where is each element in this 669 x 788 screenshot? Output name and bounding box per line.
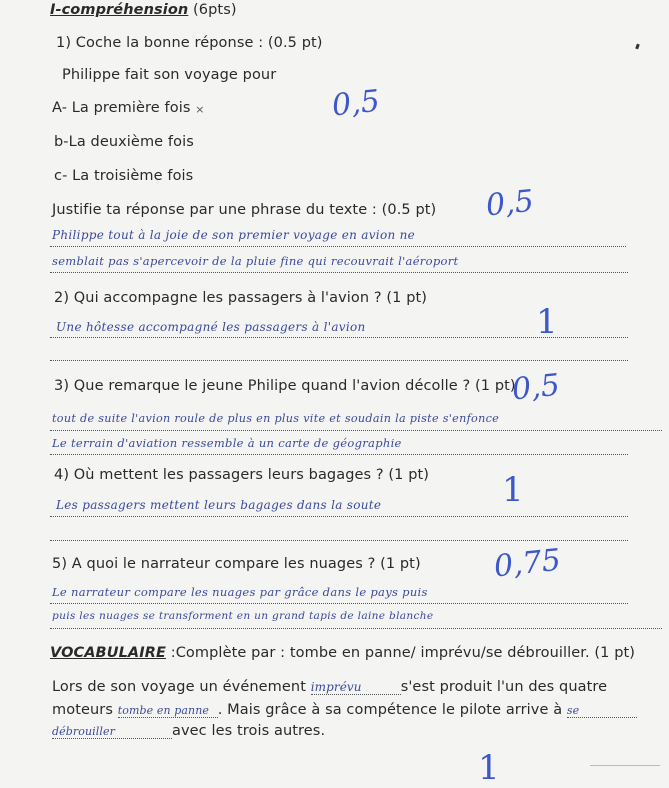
q3-answer-1[interactable]: tout de suite l'avion roule de plus en plus vite et soudain la piste s'enfonce [52, 412, 500, 425]
vocab-instruction: :Complète par : tombe en panne/ imprévu/se débrouiller. (1 pt) [166, 645, 636, 661]
q3-grade: 0,5 [510, 367, 562, 408]
vocab-sentence-1-post: s'est produit l'un des quatre [400, 679, 608, 695]
vocab-blank-1[interactable]: imprévu [311, 680, 401, 695]
q1-answer-line-2 [50, 272, 628, 273]
q1-option-b[interactable]: b-La deuxième fois [54, 134, 194, 150]
vocab-sentence-3-post: avec les trois autres. [172, 723, 326, 739]
vocab-sentence-1-pre: Lors de son voyage un événement [52, 679, 311, 695]
q4-extra-line [50, 540, 628, 541]
q5-answer-line-2 [50, 628, 662, 629]
vocab-sentence-1 [52, 679, 607, 695]
q1-option-a[interactable] [52, 100, 205, 116]
q4-answer-line [50, 516, 628, 517]
vocab-sentence-2-post: . Mais grâce à sa compétence le pilote arrive à [217, 702, 567, 718]
q1-answer-2[interactable]: semblait pas s'apercevoir de la pluie fine qui recouvrait l'aéroport [52, 254, 459, 268]
q1-justify: Justifie ta réponse par une phrase du texte : (0.5 pt) [52, 202, 437, 218]
q3-answer-2[interactable]: Le terrain d'aviation ressemble à un carte de géographie [52, 436, 402, 450]
q5-grade: 0,75 [492, 542, 563, 585]
q3-answer-line-2 [50, 454, 628, 455]
q2-answer[interactable]: Une hôtesse accompagné les passagers à l'avion [56, 320, 366, 334]
q5-answer-line-1 [50, 603, 628, 604]
q4-question: 4) Où mettent les passagers leurs bagages ? (1 pt) [54, 467, 430, 483]
q4-answer[interactable]: Les passagers mettent leurs bagages dans la soute [56, 498, 382, 512]
section-title-label: I-compréhension [50, 2, 189, 18]
stray-line [590, 765, 660, 766]
q1-stem: Philippe fait son voyage pour [62, 67, 277, 83]
q5-answer-1[interactable]: Le narrateur compare les nuages par grâce dans le pays puis [52, 585, 428, 599]
q5-question: 5) A quoi le narrateur compare les nuages ? (1 pt) [52, 556, 421, 572]
vocab-blank-3[interactable]: se [567, 704, 637, 718]
vocab-sentence-3 [52, 723, 325, 739]
q1-answer-line-1 [50, 246, 626, 247]
vocab-heading: VOCABULAIRE [50, 645, 167, 661]
vocab-blank-2[interactable]: tombe en panne [118, 704, 218, 718]
section-title [50, 2, 237, 18]
q2-extra-line [50, 360, 628, 361]
q3-answer-line-1 [50, 430, 662, 431]
vocab-blank-4[interactable]: débrouiller [52, 725, 172, 739]
q2-question: 2) Qui accompagne les passagers à l'avion ? (1 pt) [54, 290, 428, 306]
stray-mark [635, 44, 640, 50]
q1-grade: 0,5 [330, 83, 382, 124]
q3-question: 3) Que remarque le jeune Philipe quand l'avion décolle ? (1 pt) [54, 378, 516, 394]
q1-option-c[interactable]: c- La troisième fois [54, 168, 194, 184]
vocab-heading-line [50, 645, 635, 661]
q4-grade: 1 [502, 470, 524, 510]
section-title-points: (6pts) [188, 2, 237, 18]
q1-question: 1) Coche la bonne réponse : (0.5 pt) [56, 35, 323, 51]
q2-grade: 1 [536, 302, 558, 342]
vocab-sentence-2 [52, 702, 637, 718]
q5-answer-2[interactable]: puis les nuages se transforment en un grand tapis de laine blanche [52, 610, 434, 622]
q1-justify-grade: 0,5 [484, 183, 536, 224]
q1-option-a-label: A- La première fois [52, 100, 191, 116]
vocab-grade: 1 [478, 748, 500, 788]
q1-answer-1[interactable]: Philippe tout à la joie de son premier voyage en avion ne [52, 228, 416, 242]
check-mark-icon: × [195, 103, 205, 116]
vocab-sentence-2-pre: moteurs [52, 702, 118, 718]
